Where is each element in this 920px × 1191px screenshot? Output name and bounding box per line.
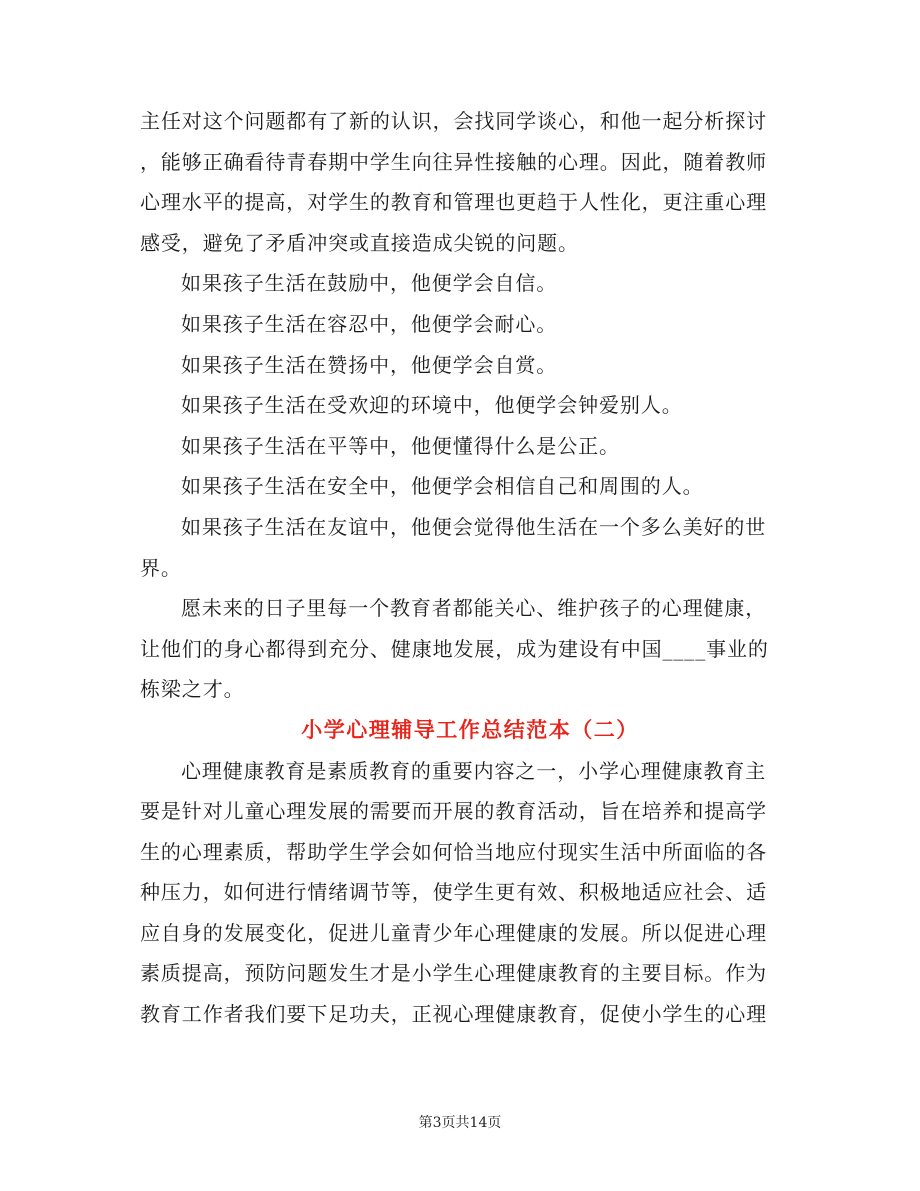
section-heading: 小学心理辅导工作总结范本（二） — [301, 716, 639, 742]
paragraph-line: 栋梁之才。 — [140, 677, 245, 702]
paragraph-line: 种压力，如何进行情绪调节等，使学生更有效、积极地适应社会、适 — [140, 880, 767, 905]
paragraph-line: 愿未来的日子里每一个教育者都能关心、维护孩子的心理健康， — [181, 596, 767, 621]
paragraph-line: 如果孩子生活在安全中，他便学会相信自己和周围的人。 — [181, 474, 704, 499]
paragraph-line: 教育工作者我们要下足功夫，正视心理健康教育，促使小学生的心理 — [140, 1002, 767, 1027]
document-body — [140, 101, 780, 1035]
paragraph-line: 心理水平的提高，对学生的教育和管理也更趋于人性化，更注重心理 — [140, 190, 767, 215]
paragraph-line: 界。 — [140, 555, 182, 580]
paragraph-line: ，能够正确看待青春期中学生向往异性接触的心理。因此，随着教师 — [140, 149, 767, 174]
paragraph-line: 要是针对儿童心理发展的需要而开展的教育活动，旨在培养和提高学 — [140, 799, 767, 824]
paragraph-line: 素质提高，预防问题发生才是小学生心理健康教育的主要目标。作为 — [140, 961, 767, 986]
paragraph-line: 主任对这个问题都有了新的认识，会找同学谈心，和他一起分析探讨 — [140, 109, 767, 133]
paragraph-line: 如果孩子生活在友谊中，他便会觉得他生活在一个多么美好的世 — [181, 514, 767, 539]
paragraph-line: 如果孩子生活在鼓励中，他便学会自信。 — [181, 271, 558, 296]
paragraph-line: 让他们的身心都得到充分、健康地发展，成为建设有中国____事业的 — [140, 636, 769, 661]
page-number-footer: 第3页共14页 — [418, 1115, 502, 1131]
paragraph-line: 生的心理素质，帮助学生学会如何恰当地应付现实生活中所面临的各 — [140, 839, 767, 864]
paragraph-line: 如果孩子生活在受欢迎的环境中，他便学会钟爱别人。 — [181, 393, 683, 418]
paragraph-line: 如果孩子生活在容忍中，他便学会耐心。 — [181, 311, 558, 336]
paragraph-line: 如果孩子生活在赞扬中，他便学会自赏。 — [181, 352, 558, 377]
paragraph-line: 如果孩子生活在平等中，他便懂得什么是公正。 — [181, 433, 620, 458]
paragraph-line: 心理健康教育是素质教育的重要内容之一，小学心理健康教育主 — [181, 758, 767, 783]
paragraph-line: 应自身的发展变化，促进儿童青少年心理健康的发展。所以促进心理 — [140, 920, 767, 945]
paragraph-line: 感受，避免了矛盾冲突或直接造成尖锐的问题。 — [140, 230, 579, 255]
